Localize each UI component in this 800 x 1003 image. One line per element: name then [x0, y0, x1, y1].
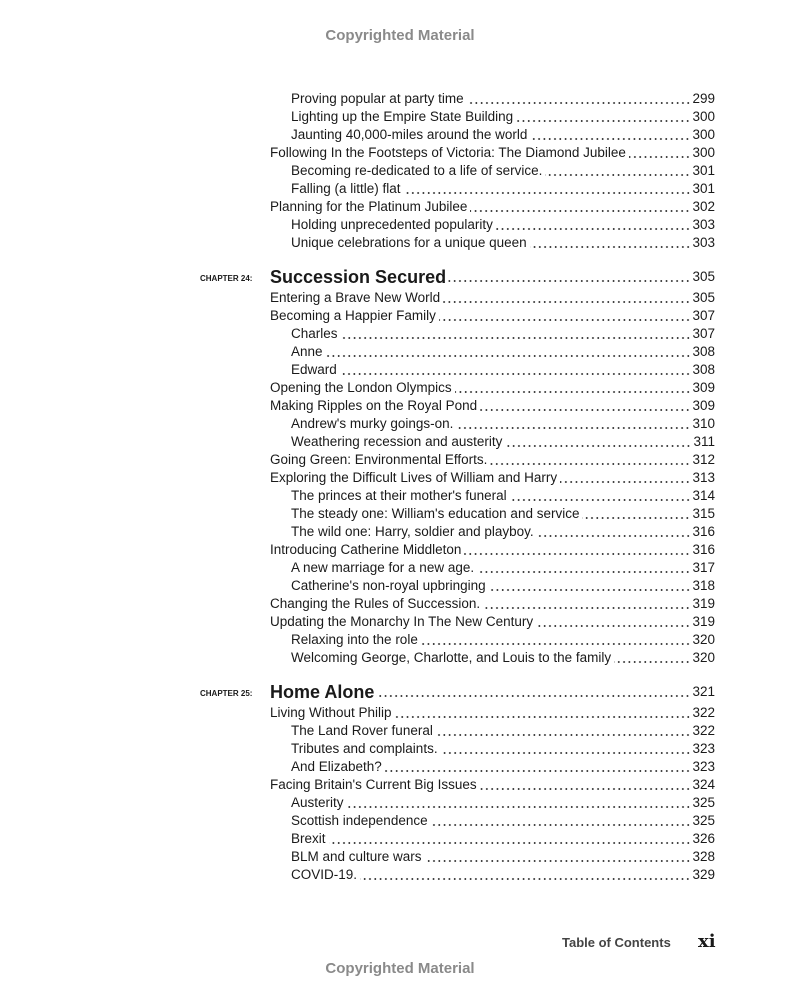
dot-leader: [395, 707, 691, 719]
entry-title: Living Without Philip: [270, 705, 392, 720]
dot-leader: [477, 562, 690, 574]
dot-leader: [467, 93, 691, 105]
entry-title: Proving popular at party time: [291, 91, 464, 106]
entry-title: The Land Rover funeral: [291, 723, 433, 738]
toc-block-3: [200, 704, 715, 884]
toc-entry[interactable]: [200, 198, 715, 216]
toc-entry[interactable]: [200, 487, 715, 505]
dot-leader: [530, 129, 690, 141]
entry-page: 318: [692, 578, 715, 593]
entry-title: Relaxing into the role: [291, 632, 418, 647]
entry-page: 319: [692, 614, 715, 629]
toc-entry[interactable]: [200, 613, 715, 631]
entry-title: Anne: [291, 344, 323, 359]
dot-leader: [404, 183, 691, 195]
toc-entry[interactable]: [200, 577, 715, 595]
toc-entry[interactable]: [200, 451, 715, 469]
dot-leader: [614, 652, 690, 664]
dot-leader: [448, 271, 690, 283]
toc-block-2: [200, 289, 715, 667]
entry-page: 328: [692, 849, 715, 864]
entry-page: 310: [692, 416, 715, 431]
page-number: xi: [698, 931, 716, 952]
dot-leader: [510, 490, 691, 502]
dot-leader: [560, 472, 690, 484]
dot-leader: [480, 779, 691, 791]
entry-page: 322: [692, 723, 715, 738]
toc-entry[interactable]: [200, 415, 715, 433]
entry-page: 325: [692, 795, 715, 810]
entry-page: 305: [692, 290, 715, 305]
entry-page: 316: [692, 542, 715, 557]
dot-leader: [483, 598, 690, 610]
chapter-label: CHAPTER 24:: [200, 274, 253, 283]
entry-page: 329: [692, 867, 715, 882]
toc-entry[interactable]: [200, 469, 715, 487]
dot-leader: [489, 580, 691, 592]
entry-title: Weathering recession and austerity: [291, 434, 503, 449]
dot-leader: [376, 686, 690, 698]
entry-page: 325: [692, 813, 715, 828]
entry-page: 302: [692, 199, 715, 214]
toc-entry[interactable]: [200, 162, 715, 180]
toc-entry[interactable]: [200, 541, 715, 559]
toc-entry[interactable]: [200, 704, 715, 722]
toc-entry[interactable]: [200, 523, 715, 541]
entry-title: Facing Britain's Current Big Issues: [270, 777, 477, 792]
entry-title: Austerity: [291, 795, 344, 810]
running-footer-label: Table of Contents: [562, 935, 671, 950]
chapter-title: Home Alone: [270, 682, 375, 702]
entry-title: Scottish independence: [291, 813, 428, 828]
entry-page: 314: [692, 488, 715, 503]
toc-entry[interactable]: [200, 848, 715, 866]
entry-page: 300: [692, 145, 715, 160]
toc-entry[interactable]: [200, 216, 715, 234]
toc-entry[interactable]: [200, 234, 715, 252]
dot-leader: [536, 616, 690, 628]
entry-title: Opening the London Olympics: [270, 380, 452, 395]
entry-title: The princes at their mother's funeral: [291, 488, 507, 503]
dot-leader: [455, 382, 691, 394]
entry-page: 301: [692, 163, 715, 178]
toc-entry[interactable]: [200, 649, 715, 667]
entry-title: A new marriage for a new age.: [291, 560, 475, 575]
chapter-25-heading[interactable]: [200, 679, 715, 703]
dot-leader: [464, 544, 690, 556]
dot-leader: [456, 418, 690, 430]
dot-leader: [436, 725, 691, 737]
entry-page: 300: [692, 109, 715, 124]
toc-entry[interactable]: [200, 397, 715, 415]
toc-entry[interactable]: [200, 379, 715, 397]
entry-title: Unique celebrations for a unique queen: [291, 235, 527, 250]
dot-leader: [329, 833, 691, 845]
toc-entry[interactable]: [200, 144, 715, 162]
entry-title: Changing the Rules of Succession.: [270, 596, 481, 611]
entry-title: Falling (a little) flat: [291, 181, 401, 196]
toc-entry[interactable]: [200, 758, 715, 776]
entry-title: Following In the Footsteps of Victoria: The Diamond Jubilee: [270, 145, 626, 160]
dot-leader: [439, 310, 691, 322]
toc-block-1: [200, 90, 715, 252]
toc-entry[interactable]: [200, 433, 715, 451]
dot-leader: [360, 869, 690, 881]
entry-title: Becoming re-dedicated to a life of service.: [291, 163, 543, 178]
dot-leader: [530, 237, 691, 249]
entry-title: Edward: [291, 362, 337, 377]
entry-page: 316: [692, 524, 715, 539]
chapter-page: 305: [692, 269, 715, 284]
toc-entry[interactable]: [200, 505, 715, 523]
toc-entry[interactable]: [200, 126, 715, 144]
entry-title: Entering a Brave New World: [270, 290, 441, 305]
dot-leader: [582, 508, 690, 520]
dot-leader: [490, 454, 690, 466]
dot-leader: [470, 201, 690, 213]
entry-title: Charles: [291, 326, 338, 341]
entry-page: 308: [692, 362, 715, 377]
dot-leader: [341, 328, 691, 340]
dot-leader: [441, 743, 691, 755]
entry-title: Tributes and complaints.: [291, 741, 438, 756]
entry-page: 300: [692, 127, 715, 142]
entry-title: Exploring the Difficult Lives of William and Harry: [270, 470, 558, 485]
entry-page: 308: [692, 344, 715, 359]
entry-title: Jaunting 40,000-miles around the world: [291, 127, 528, 142]
dot-leader: [326, 346, 691, 358]
entry-title: Andrew's murky goings-on.: [291, 416, 454, 431]
dot-leader: [443, 292, 690, 304]
toc-entry[interactable]: [200, 830, 715, 848]
entry-title: Becoming a Happier Family: [270, 308, 436, 323]
dot-leader: [431, 815, 691, 827]
dot-leader: [480, 400, 690, 412]
dot-leader: [347, 797, 691, 809]
entry-page: 307: [692, 308, 715, 323]
toc-entry[interactable]: [200, 90, 715, 108]
entry-page: 315: [692, 506, 715, 521]
toc-entry[interactable]: [200, 289, 715, 307]
entry-title: Catherine's non-royal upbringing: [291, 578, 486, 593]
entry-title: COVID-19.: [291, 867, 358, 882]
entry-page: 312: [692, 452, 715, 467]
entry-title: The steady one: William's education and service: [291, 506, 580, 521]
toc-entry[interactable]: [200, 361, 715, 379]
chapter-label: CHAPTER 25:: [200, 689, 253, 698]
toc-entry[interactable]: [200, 794, 715, 812]
toc-entry[interactable]: [200, 180, 715, 198]
entry-page: 324: [692, 777, 715, 792]
entry-page: 323: [692, 759, 715, 774]
copyright-watermark-bottom: Copyrighted Material: [325, 960, 475, 977]
entry-title: BLM and culture wars: [291, 849, 422, 864]
entry-title: And Elizabeth?: [291, 759, 382, 774]
entry-page: 303: [692, 235, 715, 250]
entry-title: Going Green: Environmental Efforts.: [270, 452, 488, 467]
chapter-title: Succession Secured: [270, 267, 447, 287]
entry-title: Making Ripples on the Royal Pond: [270, 398, 478, 413]
entry-page: 309: [692, 380, 715, 395]
entry-page: 307: [692, 326, 715, 341]
chapter-page: 321: [692, 684, 715, 699]
toc-entry[interactable]: [200, 108, 715, 126]
entry-page: 301: [692, 181, 715, 196]
entry-title: Updating the Monarchy In The New Century: [270, 614, 534, 629]
entry-title: The wild one: Harry, soldier and playboy.: [291, 524, 534, 539]
entry-page: 299: [692, 91, 715, 106]
chapter-24-heading[interactable]: [200, 264, 715, 288]
entry-page: 309: [692, 398, 715, 413]
entry-title: Holding unprecedented popularity: [291, 217, 493, 232]
dot-leader: [505, 436, 691, 448]
toc-entry[interactable]: [200, 559, 715, 577]
toc-entry[interactable]: [200, 866, 715, 884]
entry-page: 303: [692, 217, 715, 232]
entry-page: 311: [693, 434, 715, 449]
entry-title: Brexit: [291, 831, 326, 846]
entry-page: 320: [692, 650, 715, 665]
toc-entry[interactable]: [200, 740, 715, 758]
dot-leader: [421, 634, 691, 646]
entry-title: Lighting up the Empire State Building: [291, 109, 514, 124]
toc-entry[interactable]: [200, 776, 715, 794]
dot-leader: [545, 165, 690, 177]
toc-entry[interactable]: [200, 343, 715, 361]
entry-page: 322: [692, 705, 715, 720]
dot-leader: [425, 851, 691, 863]
toc-entry[interactable]: [200, 307, 715, 325]
toc-entry[interactable]: [200, 325, 715, 343]
dot-leader: [385, 761, 691, 773]
toc-entry[interactable]: [200, 722, 715, 740]
copyright-watermark-top: Copyrighted Material: [325, 27, 475, 44]
entry-page: 313: [692, 470, 715, 485]
dot-leader: [340, 364, 691, 376]
entry-page: 326: [692, 831, 715, 846]
toc-entry[interactable]: [200, 812, 715, 830]
entry-title: Welcoming George, Charlotte, and Louis to the family: [291, 650, 612, 665]
entry-page: 320: [692, 632, 715, 647]
entry-page: 323: [692, 741, 715, 756]
toc-entry[interactable]: [200, 595, 715, 613]
entry-page: 317: [692, 560, 715, 575]
dot-leader: [629, 147, 691, 159]
dot-leader: [516, 111, 690, 123]
entry-page: 319: [692, 596, 715, 611]
toc-entry[interactable]: [200, 631, 715, 649]
entry-title: Introducing Catherine Middleton: [270, 542, 462, 557]
entry-title: Planning for the Platinum Jubilee: [270, 199, 468, 214]
dot-leader: [537, 526, 691, 538]
dot-leader: [496, 219, 691, 231]
